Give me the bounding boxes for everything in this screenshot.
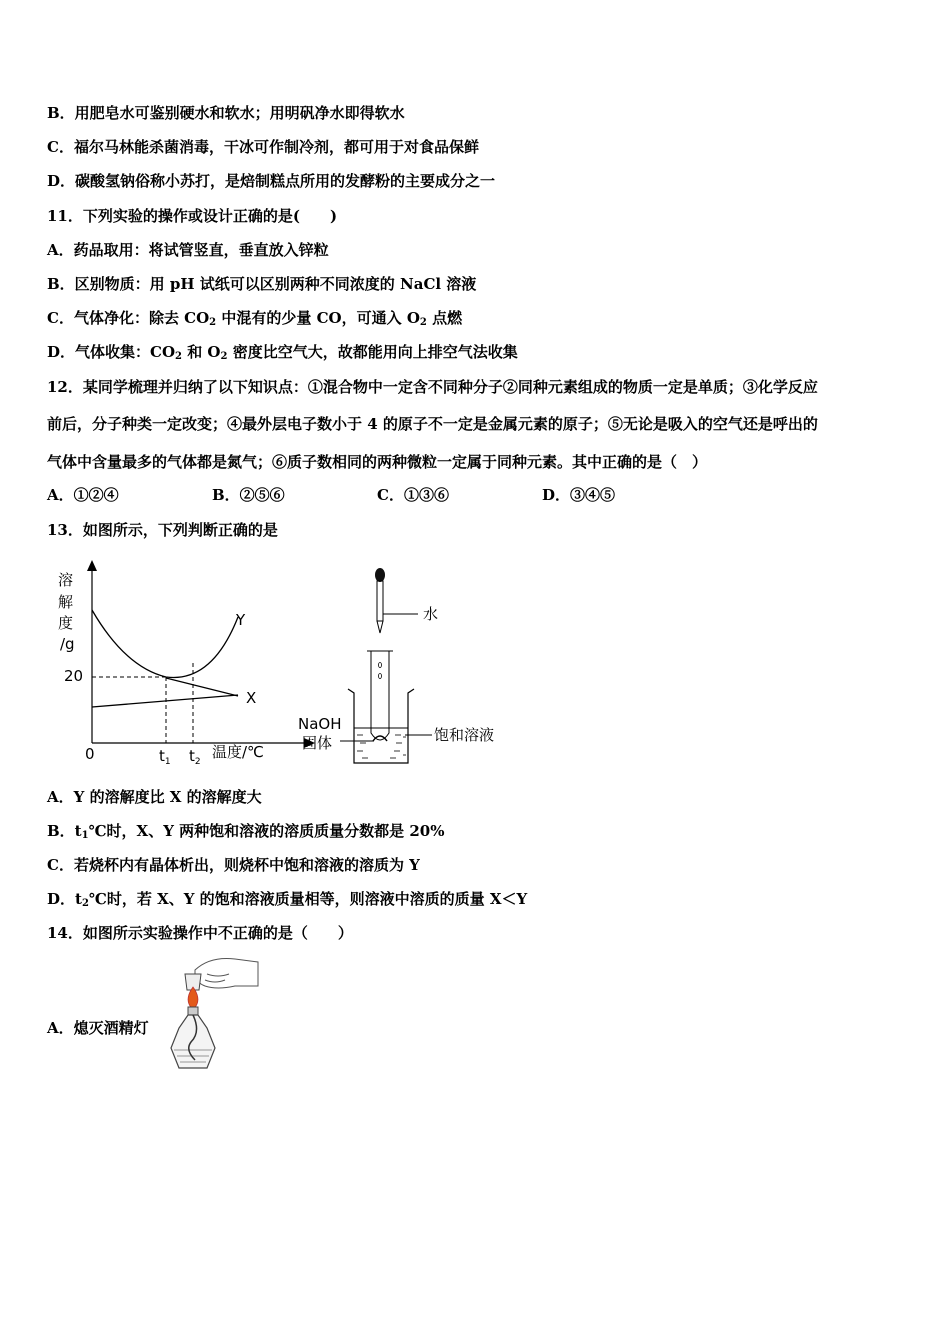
curve-x-label: X: [246, 689, 257, 707]
q13-option-c: C．若烧杯内有晶体析出，则烧杯中饱和溶液的溶质为 Y: [47, 856, 420, 874]
alcohol-lamp-illustration: [155, 950, 265, 1075]
beaker-apparatus: [298, 568, 494, 763]
lamp-wick-holder: [188, 1007, 198, 1015]
q11-option-a: A．药品取用：将试管竖直，垂直放入锌粒: [47, 241, 329, 259]
test-tube: [371, 651, 389, 740]
q13-option-a: A．Y 的溶解度比 X 的溶解度大: [47, 788, 262, 806]
q10-option-d: D．碳酸氢钠俗称小苏打，是焙制糕点所用的发酵粉的主要成分之一: [47, 172, 496, 190]
origin-label: 0: [85, 745, 95, 763]
q10-option-b: B．用肥皂水可鉴别硬水和软水；用明矾净水即得软水: [47, 104, 405, 122]
naoh-label-1: NaOH: [298, 715, 342, 733]
drop-2: [379, 674, 382, 679]
y-axis-label-1: 溶: [58, 571, 74, 589]
curve-x-tail: [166, 678, 238, 696]
x-axis-label: 温度/℃: [212, 743, 264, 761]
solution-label: 饱和溶液: [434, 726, 495, 744]
q12-option-a: A．①②④: [47, 486, 119, 504]
y-axis-arrow: [87, 560, 97, 571]
q11-option-b: B．区别物质：用 pH 试纸可以区别两种不同浓度的 NaCl 溶液: [47, 275, 477, 293]
hand-icon: [195, 958, 258, 988]
q12-option-b: B．②⑤⑥: [212, 486, 285, 504]
q11-stem: 11．下列实验的操作或设计正确的是( ): [47, 207, 338, 225]
dropper-tube: [377, 581, 383, 621]
beaker: [348, 689, 414, 763]
q10-option-c: C．福尔马林能杀菌消毒，干冰可作制冷剂，都可用于对食品保鲜: [47, 138, 479, 156]
dropper-tip: [377, 621, 383, 633]
q12-stem-line-2: 前后，分子种类一定改变；④最外层电子数小于 4 的原子不一定是金属元素的原子；⑤无论是吸入的空气还是呼出的: [47, 415, 818, 433]
q14-stem: 14．如图所示实验操作中不正确的是（ ）: [47, 924, 353, 942]
curve-x: [92, 695, 238, 707]
solution-dashes: [357, 735, 406, 758]
solubility-graph: [58, 560, 315, 767]
curve-y-label: Y: [236, 611, 246, 629]
q12-stem-line-1: 12．某同学梳理并归纳了以下知识点：①混合物中一定含不同种分子②同种元素组成的物质一定是单质；③化学反应: [47, 378, 818, 396]
t2-label: $t_2$: [189, 747, 201, 767]
y-axis-label-3: 度: [58, 614, 74, 632]
q12-stem-line-3: 气体中含量最多的气体都是氮气；⑥质子数相同的两种微粒一定属于同种元素。其中正确的是（ ）: [47, 453, 708, 471]
q13-option-d: D．$t_2℃$时，若 X、Y 的饱和溶液质量相等，则溶液中溶质的质量 X＜Y: [47, 890, 528, 909]
water-label: 水: [423, 605, 439, 623]
q13-stem: 13．如图所示，下列判断正确的是: [47, 521, 278, 539]
alcohol-lamp-icon: [171, 1015, 215, 1068]
q12-option-c: C．①③⑥: [377, 486, 449, 504]
q13-option-b: B．$t_1℃$时，X、Y 两种饱和溶液的溶质质量分数都是 20%: [47, 822, 445, 841]
naoh-label-2: 固体: [302, 734, 333, 752]
t1-label: $t_1$: [159, 747, 171, 767]
q14-option-a: A．熄灭酒精灯: [47, 1019, 149, 1037]
drop-1: [379, 663, 382, 668]
y-axis-label-4: /g: [60, 635, 75, 653]
curve-y: [92, 610, 238, 678]
q11-option-d: D．气体收集：$CO_2$ 和 $O_2$ 密度比空气大，故都能用向上排空气法收集: [47, 343, 518, 362]
q11-option-c: C．气体净化：除去 $CO_2$ 中混有的少量 CO，可通入 $O_2$ 点燃: [47, 309, 463, 328]
y-tick-20: 20: [64, 667, 84, 685]
y-axis-label-2: 解: [58, 593, 74, 611]
q12-option-d: D．③④⑤: [542, 486, 616, 504]
q13-figure: [40, 555, 520, 780]
dropper-bulb: [375, 568, 385, 582]
